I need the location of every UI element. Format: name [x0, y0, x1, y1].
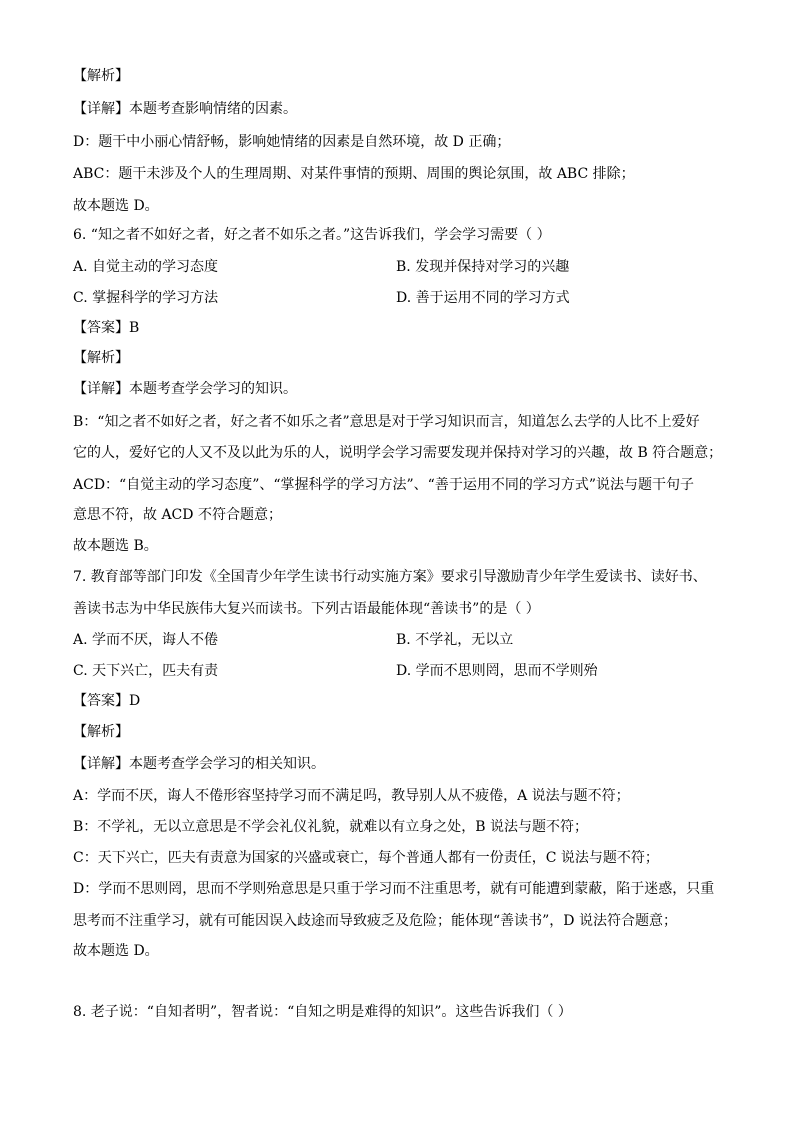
- option-7c: C. 天下兴亡，匹夫有责: [73, 663, 219, 679]
- analysis-heading: 【解析】: [73, 68, 129, 84]
- option-6b: B. 发现并保持对学习的兴趣: [396, 259, 570, 275]
- conclusion-line: 故本题选 B。: [73, 538, 158, 554]
- explanation-line: A：学而不厌，诲人不倦形容坚持学习而不满足吗，教导别人从不疲倦，A 说法与题不符；: [73, 788, 630, 804]
- option-7b: B. 不学礼，无以立: [396, 632, 514, 648]
- explanation-line: D：题干中小丽心情舒畅，影响她情绪的因素是自然环境，故 D 正确；: [73, 134, 511, 150]
- explanation-line: 意思不符，故 ACD 不符合题意；: [73, 507, 282, 523]
- explanation-line: ACD：“自觉主动的学习态度”、“掌握科学的学习方法”、“善于运用不同的学习方式”说法与题干句子: [73, 477, 694, 493]
- option-6c: C. 掌握科学的学习方法: [73, 290, 219, 306]
- question-7-line: 7. 教育部等部门印发《全国青少年学生读书行动实施方案》要求引导激励青少年学生爱读书、读好书、: [73, 569, 707, 585]
- option-7d: D. 学而不思则罔，思而不学则殆: [396, 663, 598, 679]
- answer-7: 【答案】D: [73, 693, 141, 709]
- question-7-line: 善读书志为中华民族伟大复兴而读书。下列古语最能体现“善读书”的是（ ）: [73, 601, 540, 617]
- option-6a: A. 自觉主动的学习态度: [73, 259, 219, 275]
- detail-text: 【详解】本题考查学会学习的知识。: [73, 381, 297, 397]
- explanation-line: C：天下兴亡，匹夫有责意为国家的兴盛或衰亡，每个普通人都有一份责任，C 说法与题不符；: [73, 850, 659, 866]
- option-6d: D. 善于运用不同的学习方式: [396, 290, 570, 306]
- conclusion-line: 故本题选 D。: [73, 198, 159, 214]
- analysis-heading: 【解析】: [73, 350, 129, 366]
- answer-6: 【答案】B: [73, 320, 140, 336]
- option-7a: A. 学而不厌，诲人不倦: [73, 632, 219, 648]
- question-6: 6. “知之者不如好之者，好之者不如乐之者。”这告诉我们，学会学习需要（ ）: [73, 227, 551, 243]
- conclusion-line: 故本题选 D。: [73, 943, 159, 959]
- explanation-line: D：学而不思则罔，思而不学则殆意思是只重于学习而不注重思考，就有可能遭到蒙蔽，陷于迷惑，只重: [73, 881, 715, 897]
- detail-text: 【详解】本题考查学会学习的相关知识。: [73, 756, 325, 772]
- detail-text: 【详解】本题考查影响情绪的因素。: [73, 101, 297, 117]
- explanation-line: B：“知之者不如好之者，好之者不如乐之者”意思是对于学习知识而言，知道怎么去学的人比不上爱好: [73, 414, 700, 430]
- explanation-line: B：不学礼，无以立意思是不学会礼仪礼貌，就难以有立身之处，B 说法与题不符；: [73, 819, 589, 835]
- explanation-line: 思考而不注重学习，就有可能因误入歧途而导致疲乏及危险；能体现“善读书”，D 说法符合题意；: [73, 913, 677, 929]
- explanation-line: ABC：题干未涉及个人的生理周期、对某件事情的预期、周围的舆论氛围，故 ABC 排除；: [73, 166, 635, 182]
- analysis-heading: 【解析】: [73, 724, 129, 740]
- question-8: 8. 老子说：“自知者明”，智者说：“自知之明是难得的知识”。这些告诉我们（ ）: [73, 1004, 572, 1020]
- explanation-line: 它的人，爱好它的人又不及以此为乐的人，说明学会学习需要发现并保持对学习的兴趣，故 B 符合题意；: [73, 445, 723, 461]
